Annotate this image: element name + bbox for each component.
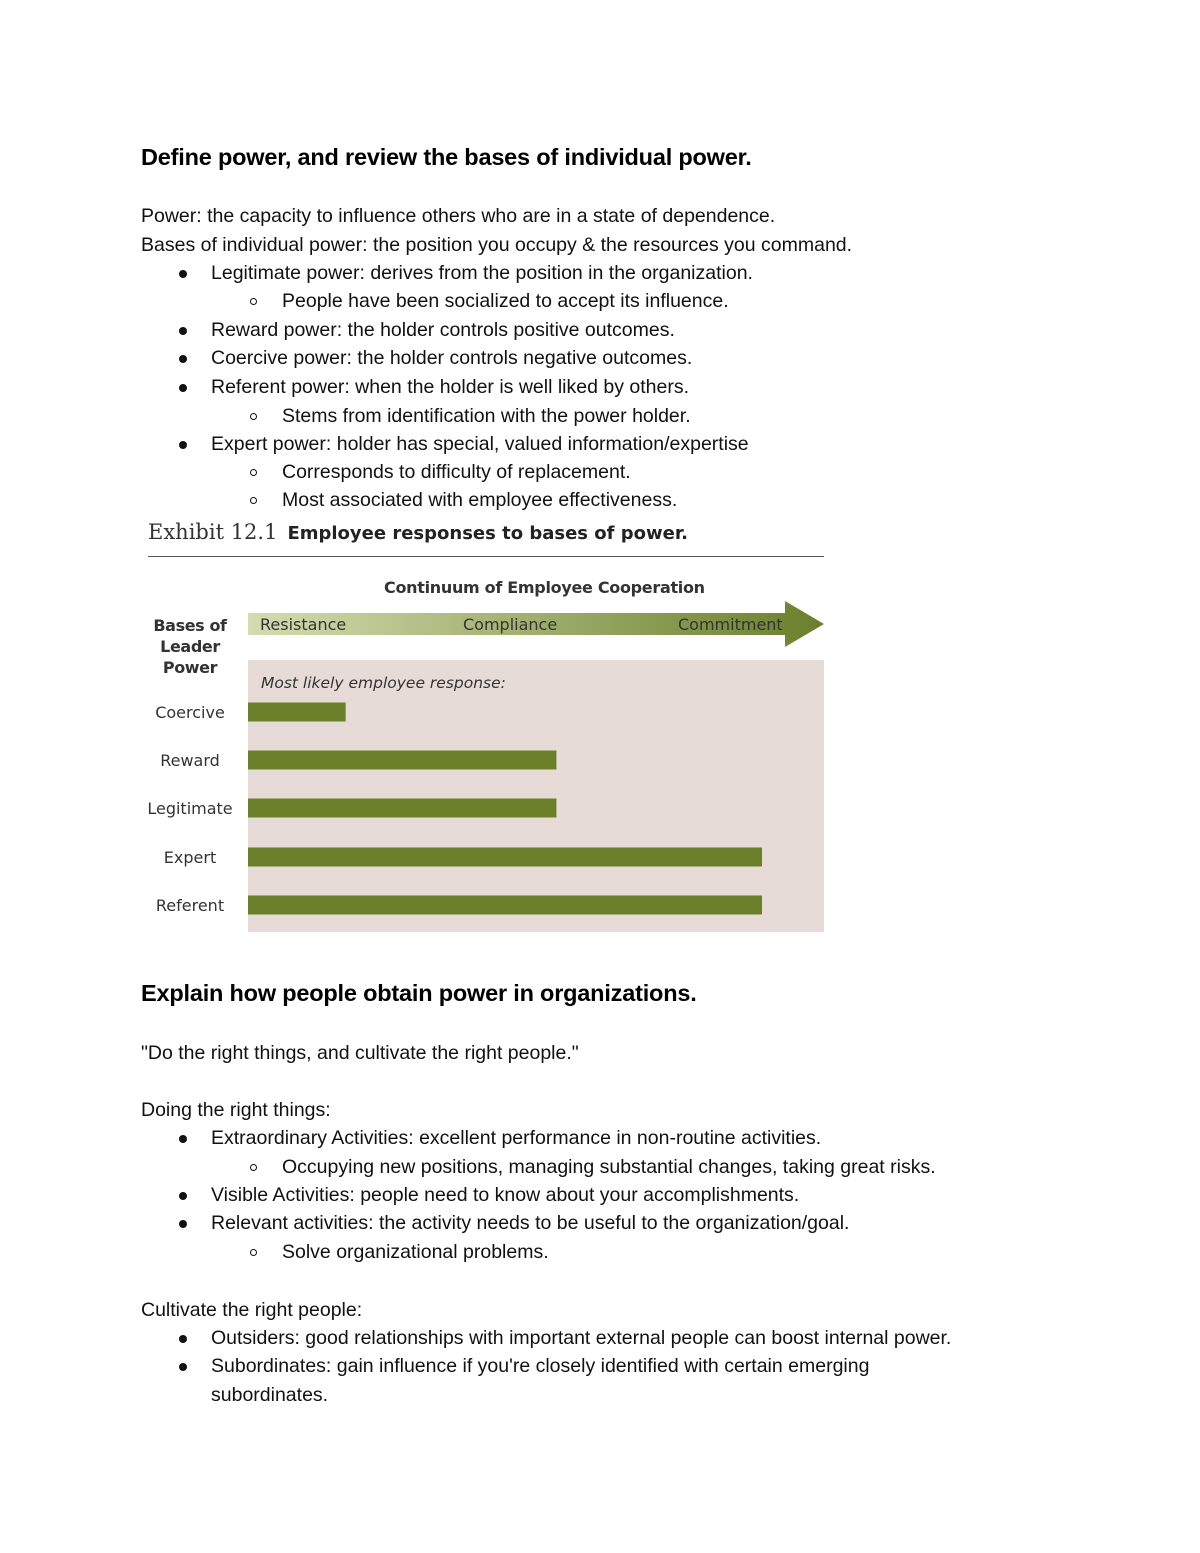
bullet-icon: [179, 1363, 187, 1371]
bullet-icon: [179, 355, 187, 363]
category-label: Referent: [155, 896, 225, 915]
category-label: Expert: [163, 848, 217, 867]
list-item: Extraordinary Activities: excellent performance in non-routine activities.: [211, 1127, 822, 1149]
list-item: Subordinates: gain influence if you're closely identified with certain emerging: [211, 1355, 870, 1377]
bullet-icon: [179, 384, 187, 392]
list-item: Reward power: the holder controls positive outcomes.: [211, 319, 675, 341]
bullet-icon: [179, 1335, 187, 1343]
list-item: Outsiders: good relationships with important external people can boost internal power.: [211, 1327, 952, 1349]
bullet-icon: [179, 327, 187, 335]
sub-list-item: Most associated with employee effectiveness.: [282, 489, 678, 511]
panel-label: Most likely employee response:: [261, 674, 506, 692]
sub-list-item: Corresponds to difficulty of replacement.: [282, 461, 631, 483]
bases-label-line: Bases of: [153, 616, 227, 635]
sub-list-item: Solve organizational problems.: [282, 1241, 549, 1263]
circle-bullet-icon: [250, 497, 257, 504]
exhibit-caption: Employee responses to bases of power.: [287, 523, 688, 544]
bases-intro: Bases of individual power: the position you occupy & the resources you command.: [141, 234, 853, 256]
continuum-label: Compliance: [463, 615, 558, 634]
section-heading-define-power: Define power, and review the bases of individual power.: [141, 144, 752, 170]
category-label: Reward: [160, 751, 220, 770]
bullet-icon: [179, 1135, 187, 1143]
circle-bullet-icon: [250, 413, 257, 420]
bullet-icon: [179, 270, 187, 278]
bar-expert: [248, 848, 762, 867]
continuum-title: Continuum of Employee Cooperation: [384, 578, 705, 597]
exhibit-12-1: [140, 518, 840, 938]
sub-list-item: Occupying new positions, managing substantial changes, taking great risks.: [282, 1156, 936, 1178]
list-item: Expert power: holder has special, valued information/expertise: [211, 433, 749, 455]
bar-reward: [248, 751, 556, 770]
bases-label-line: Power: [162, 658, 218, 677]
circle-bullet-icon: [250, 1249, 257, 1256]
circle-bullet-icon: [250, 298, 257, 305]
cultivate-title: Cultivate the right people:: [141, 1299, 363, 1321]
power-definition: Power: the capacity to influence others who are in a state of dependence.: [141, 205, 776, 227]
continuum-label: Commitment: [678, 615, 783, 634]
category-label: Coercive: [155, 703, 225, 722]
continuum-label: Resistance: [260, 615, 347, 634]
list-item-continuation: subordinates.: [211, 1384, 329, 1406]
doing-title: Doing the right things:: [141, 1099, 331, 1121]
bullet-icon: [179, 1220, 187, 1228]
bar-referent: [248, 896, 762, 915]
list-item: Referent power: when the holder is well liked by others.: [211, 376, 689, 398]
bullet-icon: [179, 441, 187, 449]
category-label: Legitimate: [147, 799, 233, 818]
bar-coercive: [248, 703, 346, 722]
list-item: Legitimate power: derives from the position in the organization.: [211, 262, 753, 284]
circle-bullet-icon: [250, 1164, 257, 1171]
list-item: Coercive power: the holder controls negative outcomes.: [211, 347, 693, 369]
list-item: Visible Activities: people need to know about your accomplishments.: [211, 1184, 800, 1206]
bullet-icon: [179, 1192, 187, 1200]
sub-list-item: People have been socialized to accept its influence.: [282, 290, 729, 312]
list-item: Relevant activities: the activity needs to be useful to the organization/goal.: [211, 1212, 850, 1234]
circle-bullet-icon: [250, 469, 257, 476]
sub-list-item: Stems from identification with the power holder.: [282, 405, 691, 427]
exhibit-number: Exhibit 12.1: [148, 520, 278, 544]
quote: "Do the right things, and cultivate the right people.": [141, 1042, 579, 1064]
power-bar-chart: [140, 518, 840, 938]
bar-legitimate: [248, 799, 556, 818]
bases-label-line: Leader: [160, 637, 220, 656]
response-panel: [248, 660, 824, 932]
section-heading-obtain-power: Explain how people obtain power in organizations.: [141, 980, 697, 1006]
